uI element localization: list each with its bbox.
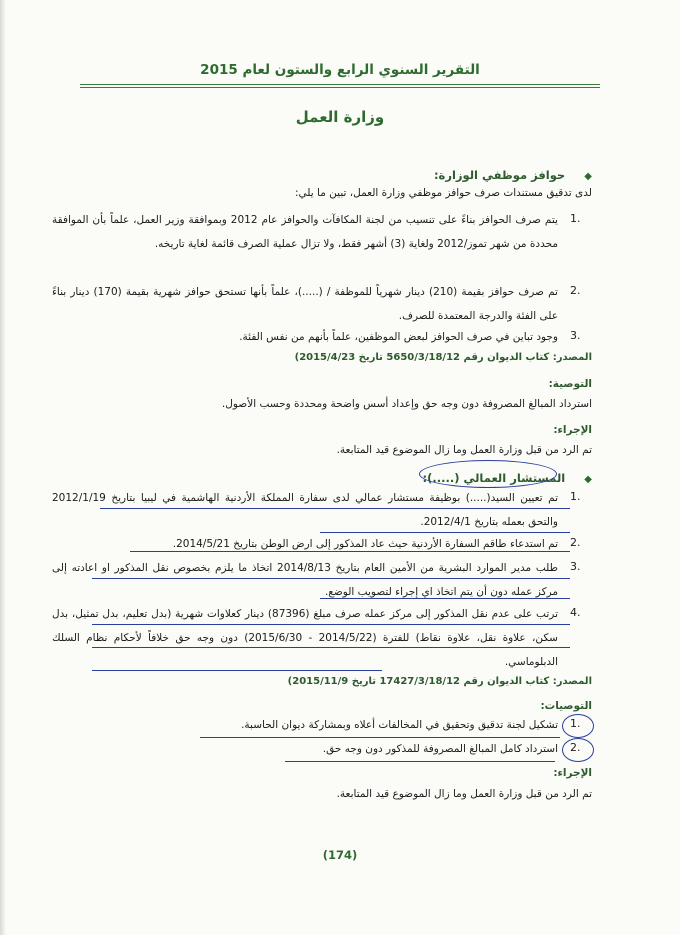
pen-circle-annotation — [419, 460, 557, 488]
diamond-bullet-icon: ◆ — [584, 171, 592, 182]
item-text: تم استدعاء طاقم السفارة الأردنية حيث عاد المذكور إلى ارض الوطن بتاريخ 2014/5/21. — [172, 538, 558, 550]
section1-source: المصدر: كتاب الديوان رقم 5650/3/18/12 تاريخ 2015/4/23) — [294, 352, 592, 363]
item-text: ترتب على عدم نقل المذكور إلى مركز عمله صرف مبلغ (87396) دينار كعلاوات شهرية (بدل تعليم، بدل تمثيل، بدل سكن، علاوة نقل، علاوة نقاط) للفترة (2014/5/22 - 2015/6/30) دون وجه حق خلافاً لأحكام نظام السلك الدبلوماسي. — [52, 608, 558, 668]
item-text: طلب مدير الموارد البشرية من الأمين العام بتاريخ 2014/8/13 اتخاذ ما يلزم بخصوص نقل المذكور او اعادته إلى مركز عمله دون أن يتم اتخاذ اي إجراء لتصويب الوضع. — [52, 562, 558, 598]
pen-underline-annotation — [100, 508, 570, 509]
item-number: 3. — [570, 329, 581, 342]
item-text: تم تعيين السيد(.....) بوظيفة مستشار عمالي لدى سفارة المملكة الأردنية الهاشمية في ليبيا بتاريخ 2012/1/19 والتحق بعمله بتاريخ 2012/4/1. — [52, 492, 558, 528]
item-number: 2. — [570, 741, 581, 754]
item-number: 1. — [570, 212, 581, 225]
pen-underline-annotation — [285, 761, 555, 762]
page-number: (174) — [322, 848, 358, 862]
section2-recommendations-heading: التوصيات: — [540, 700, 592, 712]
item-text: يتم صرف الحوافز بناءً على تنسيب من لجنة المكافآت والحوافز عام 2012 وبموافقة وزير العمل، علماً بأن الموافقة محددة من شهر تموز/2012 ولغاية (3) أشهر فقط، ولا تزال عملية الصرف قائمة لغاية تاريخه. — [52, 214, 558, 250]
header-divider-thin — [80, 87, 600, 88]
item-text: تم صرف حوافز بقيمة (210) دينار شهرياً للموظفة / (.....)، علماً بأنها تستحق حوافز شهرية بقيمة (170) دينار بناءً على الفئة والدرجة المعتمدة للصرف. — [52, 286, 558, 322]
pen-underline-annotation — [92, 578, 570, 579]
pen-underline-annotation — [320, 598, 570, 599]
section1-heading: حوافز موظفي الوزارة: — [433, 168, 566, 182]
section2-action-text: تم الرد من قبل وزارة العمل وما زال الموضوع قيد المتابعة. — [336, 788, 592, 800]
pen-underline-annotation — [92, 624, 570, 625]
pen-underline-annotation — [92, 647, 570, 648]
item-text: استرداد كامل المبالغ المصروفة للمذكور دون وجه حق. — [322, 743, 558, 755]
section2-heading: المستشار العمالي (.....): — [422, 471, 566, 485]
item-number: 2. — [570, 284, 581, 297]
item-text: تشكيل لجنة تدقيق وتحقيق في المخالفات أعلاه وبمشاركة ديوان الحاسبة. — [241, 719, 558, 731]
header-divider — [80, 84, 600, 85]
diamond-bullet-icon: ◆ — [584, 474, 592, 485]
item-number: 3. — [570, 560, 581, 573]
section1-recommendation-text: استرداد المبالغ المصروفة دون وجه حق وإعداد أسس واضحة ومحددة وحسب الأصول. — [221, 398, 592, 410]
report-title: التقرير السنوي الرابع والستون لعام 2015 — [200, 62, 480, 78]
pen-circle-annotation — [562, 714, 594, 738]
scan-edge-shadow — [0, 0, 6, 935]
pen-underline-annotation — [92, 670, 382, 671]
item-number: 1. — [570, 490, 581, 503]
section1-action-text: تم الرد من قبل وزارة العمل وما زال الموضوع قيد المتابعة. — [336, 444, 592, 456]
item-number: 4. — [570, 606, 581, 619]
section2-source: المصدر: كتاب الديوان رقم 17427/3/18/12 تاريخ 2015/11/9) — [287, 676, 592, 687]
item-number: 1. — [570, 717, 581, 730]
item-number: 2. — [570, 536, 581, 549]
pen-circle-annotation — [562, 738, 594, 762]
ministry-title: وزارة العمل — [295, 108, 385, 126]
pen-underline-annotation — [130, 551, 570, 552]
section1-action-heading: الإجراء: — [553, 424, 592, 436]
item-text: وجود تباين في صرف الحوافز لبعض الموظفين، علماً بأنهم من نفس الفئة. — [239, 331, 558, 343]
section1-intro: لدى تدقيق مستندات صرف حوافز موظفي وزارة العمل، تبين ما يلي: — [294, 187, 592, 199]
section2-action-heading: الإجراء: — [553, 767, 592, 779]
section1-recommendation-heading: التوصية: — [548, 378, 592, 390]
